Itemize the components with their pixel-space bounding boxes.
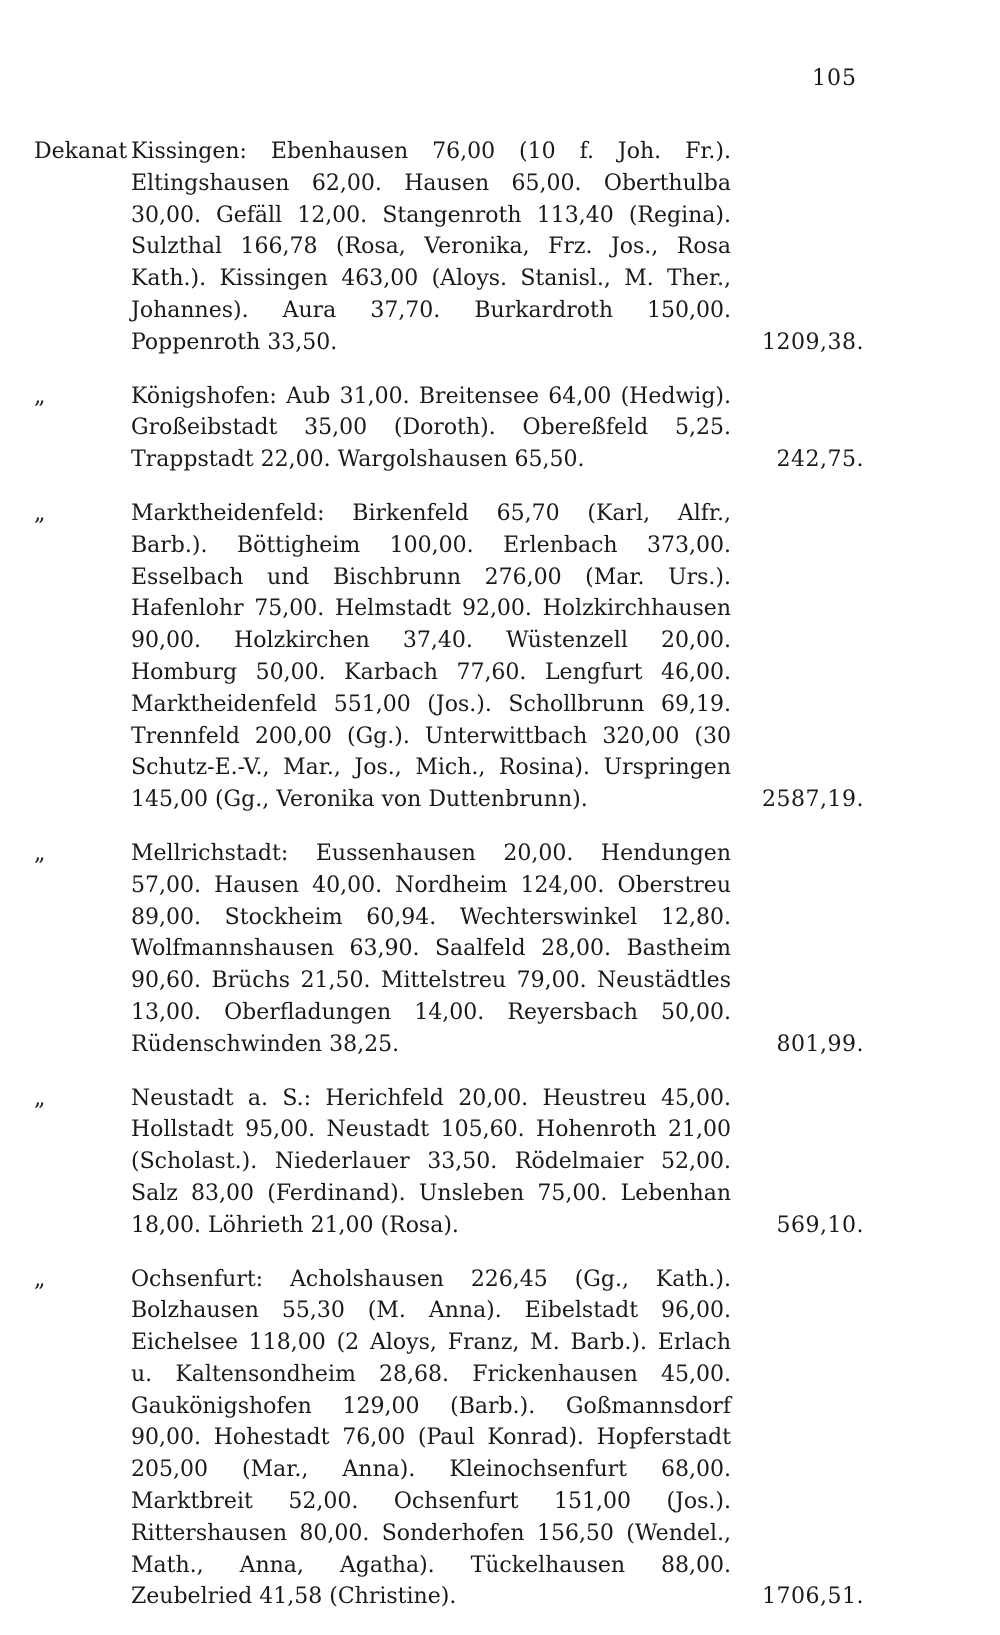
entry-text: Ochsenfurt: Acholshausen 226,45 (Gg., Kath.). Bolzhausen 55,30 (M. Anna). Eibelstadt 96,00. Eichelsee 118,00 (2 Aloys, Franz, M. Barb.). Erlach u. Kaltensondheim 28,68. Frickenhausen 45,00. Gaukönigshofen 129,00 (Barb.). Goßmannsdorf 90,00. Hohestadt 76,00 (Paul Konrad). Hopferstadt 205,00 (Mar., Anna). Kleinochsenfurt 68,00. Marktbreit 52,00. Ochsenfurt 151,00 (Jos.). Rittershausen 80,00. Sonderhofen 156,50 (Wendel., Math., Anna, Agatha). Tückelhausen 88,00. Zeubelried 41,58 (Christine). — [131, 1266, 731, 1610]
entry-text: Königshofen: Aub 31,00. Breitensee 64,00 (Hedwig). Großeibstadt 35,00 (Doroth). Obereßfeld 5,25. Trappstadt 22,00. Wargolshausen 65,50. — [131, 383, 731, 473]
entry-prefix: „ — [34, 500, 46, 526]
entry-prefix: „ — [34, 840, 46, 866]
dekanat-entry — [34, 1083, 864, 1242]
entry-text: Mellrichstadt: Eussenhausen 20,00. Hendungen 57,00. Hausen 40,00. Nordheim 124,00. Oberstreu 89,00. Stockheim 60,94. Wechterswinkel 12,80. Wolfmannshausen 63,90. Saalfeld 28,00. Bastheim 90,60. Brüchs 21,50. Mittelstreu 79,00. Neustädtles 13,00. Oberfladungen 14,00. Reyersbach 50,00. Rüdenschwinden 38,25. — [131, 840, 731, 1057]
page-number: 105 — [812, 66, 857, 91]
entry-text: Kissingen: Ebenhausen 76,00 (10 f. Joh. Fr.). Eltingshausen 62,00. Hausen 65,00. Oberthulba 30,00. Gefäll 12,00. Stangenroth 113,40 (Regina). Sulzthal 166,78 (Rosa, Veronika, Frz. Jos., Rosa Kath.). Kissingen 463,00 (Aloys. Stanisl., M. Ther., Johannes). Aura 37,70. Burkardroth 150,00. Poppenroth 33,50. — [131, 139, 731, 355]
dekanat-entry — [34, 498, 864, 816]
entry-total: 801,99. — [776, 1031, 864, 1057]
entry-prefix: „ — [34, 383, 46, 409]
dekanat-entry — [34, 381, 864, 476]
entry-total: 242,75. — [776, 446, 864, 472]
dekanat-entry — [34, 1264, 864, 1614]
dekanat-entry — [34, 838, 864, 1061]
entry-prefix: Dekanat — [34, 139, 128, 164]
entry-text: Marktheidenfeld: Birkenfeld 65,70 (Karl, Alfr., Barb.). Böttigheim 100,00. Erlenbach 373,00. Esselbach und Bischbrunn 276,00 (Mar. Urs.). Hafenlohr 75,00. Helmstadt 92,00. Holzkirchhausen 90,00. Holzkirchen 37,40. Wüstenzell 20,00. Homburg 50,00. Karbach 77,60. Lengfurt 46,00. Marktheidenfeld 551,00 (Jos.). Schollbrunn 69,19. Trennfeld 200,00 (Gg.). Unterwittbach 320,00 (30 Schutz-E.-V., Mar., Jos., Mich., Rosina). Urspringen 145,00 (Gg., Veronika von Duttenbrunn). — [131, 500, 731, 813]
entry-prefix: „ — [34, 1266, 46, 1292]
entry-text: Neustadt a. S.: Herichfeld 20,00. Heustreu 45,00. Hollstadt 95,00. Neustadt 105,60. Hohenroth 21,00 (Scholast.). Niederlauer 33,50. Rödelmaier 52,00. Salz 83,00 (Ferdinand). Unsleben 75,00. Lebenhan 18,00. Löhrieth 21,00 (Rosa). — [131, 1085, 731, 1238]
entry-total: 1706,51. — [762, 1584, 864, 1610]
dekanat-list — [34, 114, 864, 1635]
entry-total: 1209,38. — [762, 329, 864, 355]
dekanat-entry — [34, 136, 864, 359]
entry-prefix: „ — [34, 1085, 46, 1111]
entry-total: 2587,19. — [762, 786, 864, 812]
entry-total: 569,10. — [776, 1212, 864, 1238]
